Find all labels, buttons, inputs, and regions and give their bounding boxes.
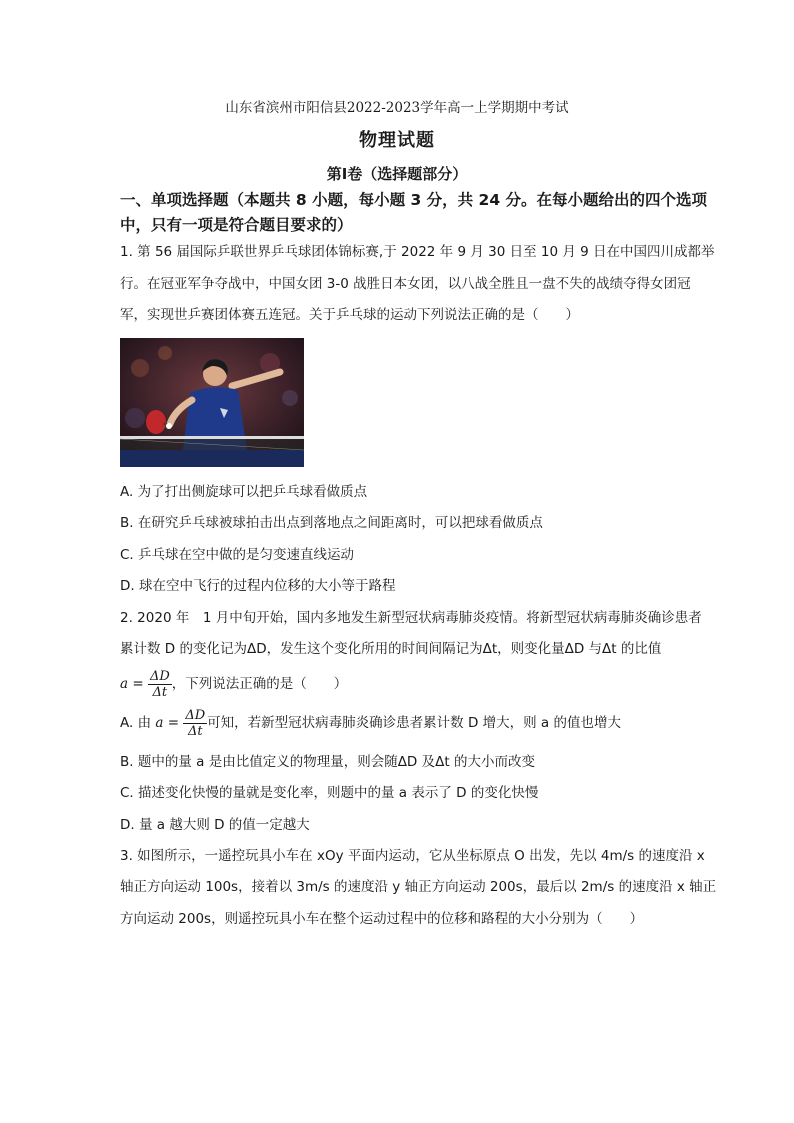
q3-line1: 3. 如图所示，一遥控玩具小车在 xOy 平面内运动，它从坐标原点 O 出发，先以 4m/s 的速度沿 x [120, 848, 705, 864]
q2-option-a-denominator: Δt [187, 723, 203, 739]
q2-option-a-lhs: a = [155, 715, 180, 731]
q3-line3: 方向运动 200s，则遥控玩具小车在整个运动过程中的位移和路程的大小分别为（ ） [120, 911, 644, 927]
q2-line1: 2. 2020 年 1 月中旬开始，国内多地发生新型冠状病毒肺炎疫情。将新型冠状病毒肺炎确诊患者 [120, 610, 702, 626]
table-tennis-photo [120, 338, 304, 467]
q2-option-c: C. 描述变化快慢的量就是变化率，则题中的量 a 表示了 D 的变化快慢 [120, 785, 539, 801]
q2-option-a-fraction [183, 708, 207, 739]
part-title: 第Ⅰ卷（选择题部分） [326, 165, 468, 183]
q2-option-a-suffix: 可知，若新型冠状病毒肺炎确诊患者累计数 D 增大，则 a 的值也增大 [207, 715, 621, 731]
q1-line1: 1. 第 56 届国际乒联世界乒乓球团体锦标赛,于 2022 年 9 月 30 日至 10 月 9 日在中国四川成都举 [120, 244, 715, 260]
q2-line2: 累计数 D 的变化记为ΔD，发生这个变化所用的时间间隔记为Δt，则变化量ΔD 与Δt 的比值 [120, 641, 662, 657]
subject-title: 物理试题 [359, 130, 435, 151]
q1-option-c: C. 乒乓球在空中做的是匀变速直线运动 [120, 547, 355, 563]
school-header: 山东省滨州市阳信县2022-2023学年高一上学期期中考试 [225, 100, 569, 116]
section-heading-line2: 中，只有一项是符合题目要求的） [120, 216, 353, 234]
q2-line3 [120, 668, 347, 700]
q3-line2: 轴正方向运动 100s，接着以 3m/s 的速度沿 y 轴正方向运动 200s，最后以 2m/s 的速度沿 x 轴正 [120, 879, 717, 895]
q1-option-b: B. 在研究乒乓球被球拍击出点到落地点之间距离时，可以把球看做质点 [120, 515, 543, 531]
q2-fraction [148, 669, 172, 700]
section-heading-line1: 一、单项选择题（本题共 8 小题，每小题 3 分，共 24 分。在每小题给出的四个选项 [120, 191, 708, 209]
q2-option-a-prefix: A. 由 [120, 715, 152, 731]
q2-fraction-numerator: ΔD [149, 668, 170, 684]
q2-option-a-numerator: ΔD [185, 707, 206, 723]
q2-option-a [120, 707, 621, 739]
q2-fraction-denominator: Δt [152, 684, 168, 700]
q1-option-d: D. 球在空中飞行的过程内位移的大小等于路程 [120, 578, 396, 594]
q2-line3-tail: ，下列说法正确的是（ ） [171, 676, 348, 692]
q2-formula-lhs: a = [120, 676, 144, 692]
table-tennis-player-image [120, 338, 304, 467]
q1-line3: 军，实现世乒赛团体赛五连冠。关于乒乓球的运动下列说法正确的是（ ） [120, 307, 579, 323]
q1-line2: 行。在冠亚军争夺战中，中国女团 3-0 战胜日本女团，以八战全胜且一盘不失的战绩夺得女团冠 [120, 276, 691, 292]
q2-option-b: B. 题中的量 a 是由比值定义的物理量，则会随ΔD 及Δt 的大小而改变 [120, 754, 535, 770]
q1-option-a: A. 为了打出侧旋球可以把乒乓球看做质点 [120, 484, 368, 500]
q2-option-d: D. 量 a 越大则 D 的值一定越大 [120, 817, 310, 833]
